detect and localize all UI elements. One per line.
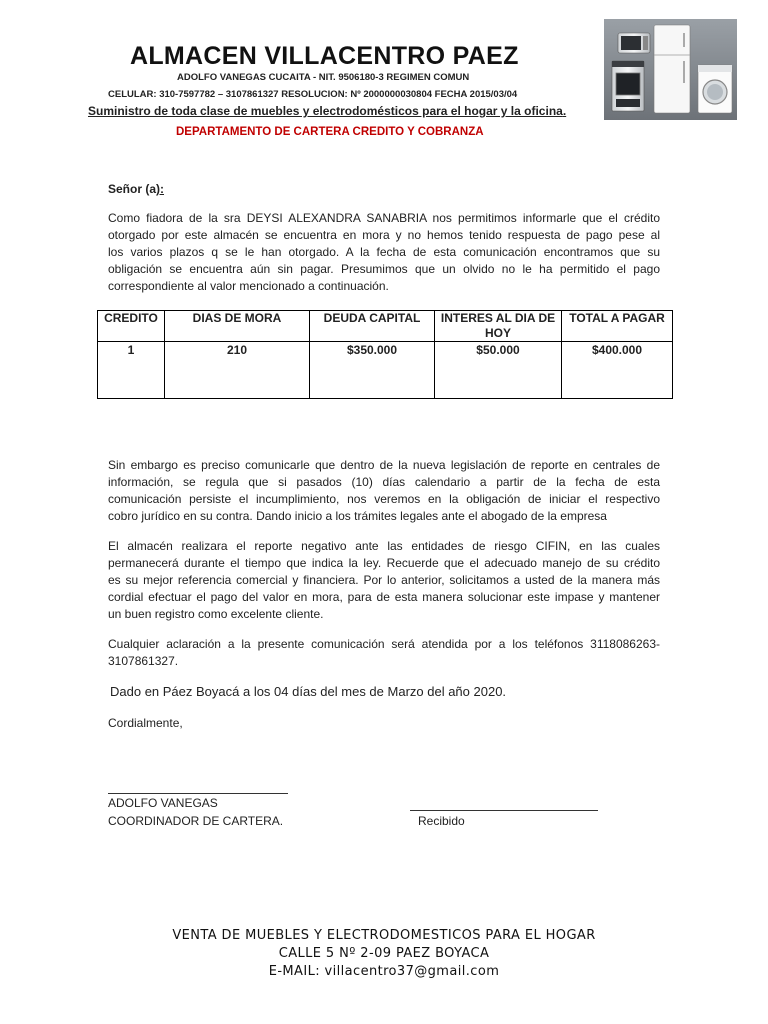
- paragraph-line: permanecerá durante el tiempo que indica la ley. Recuerde que el adecuado manejo de su crédito: [108, 556, 660, 570]
- report-paragraph: [108, 538, 660, 623]
- paragraph-line: comunicación persiste el incumplimiento, nos veremos en la obligación de iniciar el respectivo: [108, 492, 660, 506]
- cell-credito: 1: [98, 342, 165, 399]
- paragraph-line: cordial efectuar el pago del valor en mora, para de esta manera solucionar este impase y mantener: [108, 590, 660, 604]
- paragraph-line: información, se regula que si pasados (10) días calendario a partir de la fecha de esta: [108, 475, 660, 489]
- appliances-illustration: [604, 19, 737, 120]
- footer-email-line: E-MAIL: villacentro37@gmail.com: [268, 964, 500, 979]
- salutation-suffix: ):: [156, 182, 165, 196]
- cell-dias-mora: 210: [165, 342, 310, 399]
- supply-tagline: [88, 104, 566, 118]
- intro-paragraph: [108, 210, 660, 295]
- appliances-logo-image: [604, 19, 737, 120]
- footer-address-line: CALLE 5 Nº 2-09 PAEZ BOYACA: [278, 946, 490, 961]
- signer-role: COORDINADOR DE CARTERA.: [108, 814, 284, 828]
- debt-table-header-row: [98, 311, 673, 342]
- supply-tagline-period: .: [562, 104, 567, 118]
- footer-business-line: VENTA DE MUEBLES Y ELECTRODOMESTICOS PARA EL HOGAR: [172, 928, 596, 943]
- table-row: [98, 342, 673, 399]
- paragraph-line: Como fiadora de la sra DEYSI ALEXANDRA SANABRIA nos permitimos informarle que el crédito: [108, 211, 660, 225]
- closing: Cordialmente,: [108, 716, 183, 730]
- phone-resolution-line: CELULAR: 310-7597782 – 3107861327 RESOLUCION: Nº 2000000030804 FECHA 2015/03/04: [108, 89, 518, 100]
- contact-paragraph: [108, 636, 660, 670]
- cell-deuda-capital: $350.000: [310, 342, 435, 399]
- date-line: Dado en Páez Boyacá a los 04 días del mes de Marzo del año 2020.: [110, 684, 507, 699]
- paragraph-line: 3107861327.: [108, 654, 179, 668]
- header-credito: CREDITO: [98, 311, 165, 342]
- header-deuda-capital: DEUDA CAPITAL: [310, 311, 435, 342]
- received-label: Recibido: [418, 814, 465, 828]
- paragraph-line: los varios plazos q se le han otorgado. A la fecha de esta comunicación encontramos que su: [108, 245, 660, 259]
- business-name: ALMACEN VILLACENTRO PAEZ: [130, 42, 519, 70]
- signer-name: ADOLFO VANEGAS: [108, 796, 218, 810]
- cell-total: $400.000: [562, 342, 673, 399]
- paragraph-line: correspondiente al valor mencionado a continuación.: [108, 279, 389, 293]
- paragraph-line: otorgado por este almacén se encuentra en mora y no hemos tenido respuesta de pago pese al: [108, 228, 660, 242]
- department-title: DEPARTAMENTO DE CARTERA CREDITO Y COBRANZA: [176, 126, 484, 138]
- supply-tagline-text: Suministro de toda clase de muebles y electrodomésticos para el hogar y la oficina: [88, 104, 563, 118]
- paragraph-line: Cualquier aclaración a la presente comunicación será atendida por a los teléfonos 3118086263-: [108, 637, 660, 651]
- header-dias-mora: DIAS DE MORA: [165, 311, 310, 342]
- cell-interes: $50.000: [435, 342, 562, 399]
- salutation: [108, 182, 164, 196]
- debt-table: [97, 310, 673, 399]
- salutation-prefix: Señor (a: [108, 182, 157, 196]
- signature-line-receiver: [410, 798, 598, 811]
- legislation-paragraph: [108, 457, 660, 525]
- paragraph-line: cobro jurídico en su contra. Dando inicio a los trámites legales ante el abogado de la empresa: [108, 509, 607, 523]
- owner-nit-line: ADOLFO VANEGAS CUCAITA - NIT. 9506180-3 REGIMEN COMUN: [177, 72, 470, 83]
- paragraph-line: un buen registro como excelente cliente.: [108, 607, 324, 621]
- paragraph-line: obligación se encuentra aún sin pagar. Presumimos que un olvido no le ha permitido el pago: [108, 262, 660, 276]
- signature-line-sender: [108, 781, 288, 794]
- paragraph-line: es su mejor referencia comercial y financiera. Por lo anterior, solicitamos a usted de la manera más: [108, 573, 660, 587]
- header-total: TOTAL A PAGAR: [562, 311, 673, 342]
- paragraph-line: Sin embargo es preciso comunicarle que dentro de la nueva legislación de reporte en centrales de: [108, 458, 660, 472]
- header-interes: INTERES AL DIA DE HOY: [435, 311, 562, 342]
- paragraph-line: El almacén realizara el reporte negativo ante las entidades de riesgo CIFIN, en las cuales: [108, 539, 660, 553]
